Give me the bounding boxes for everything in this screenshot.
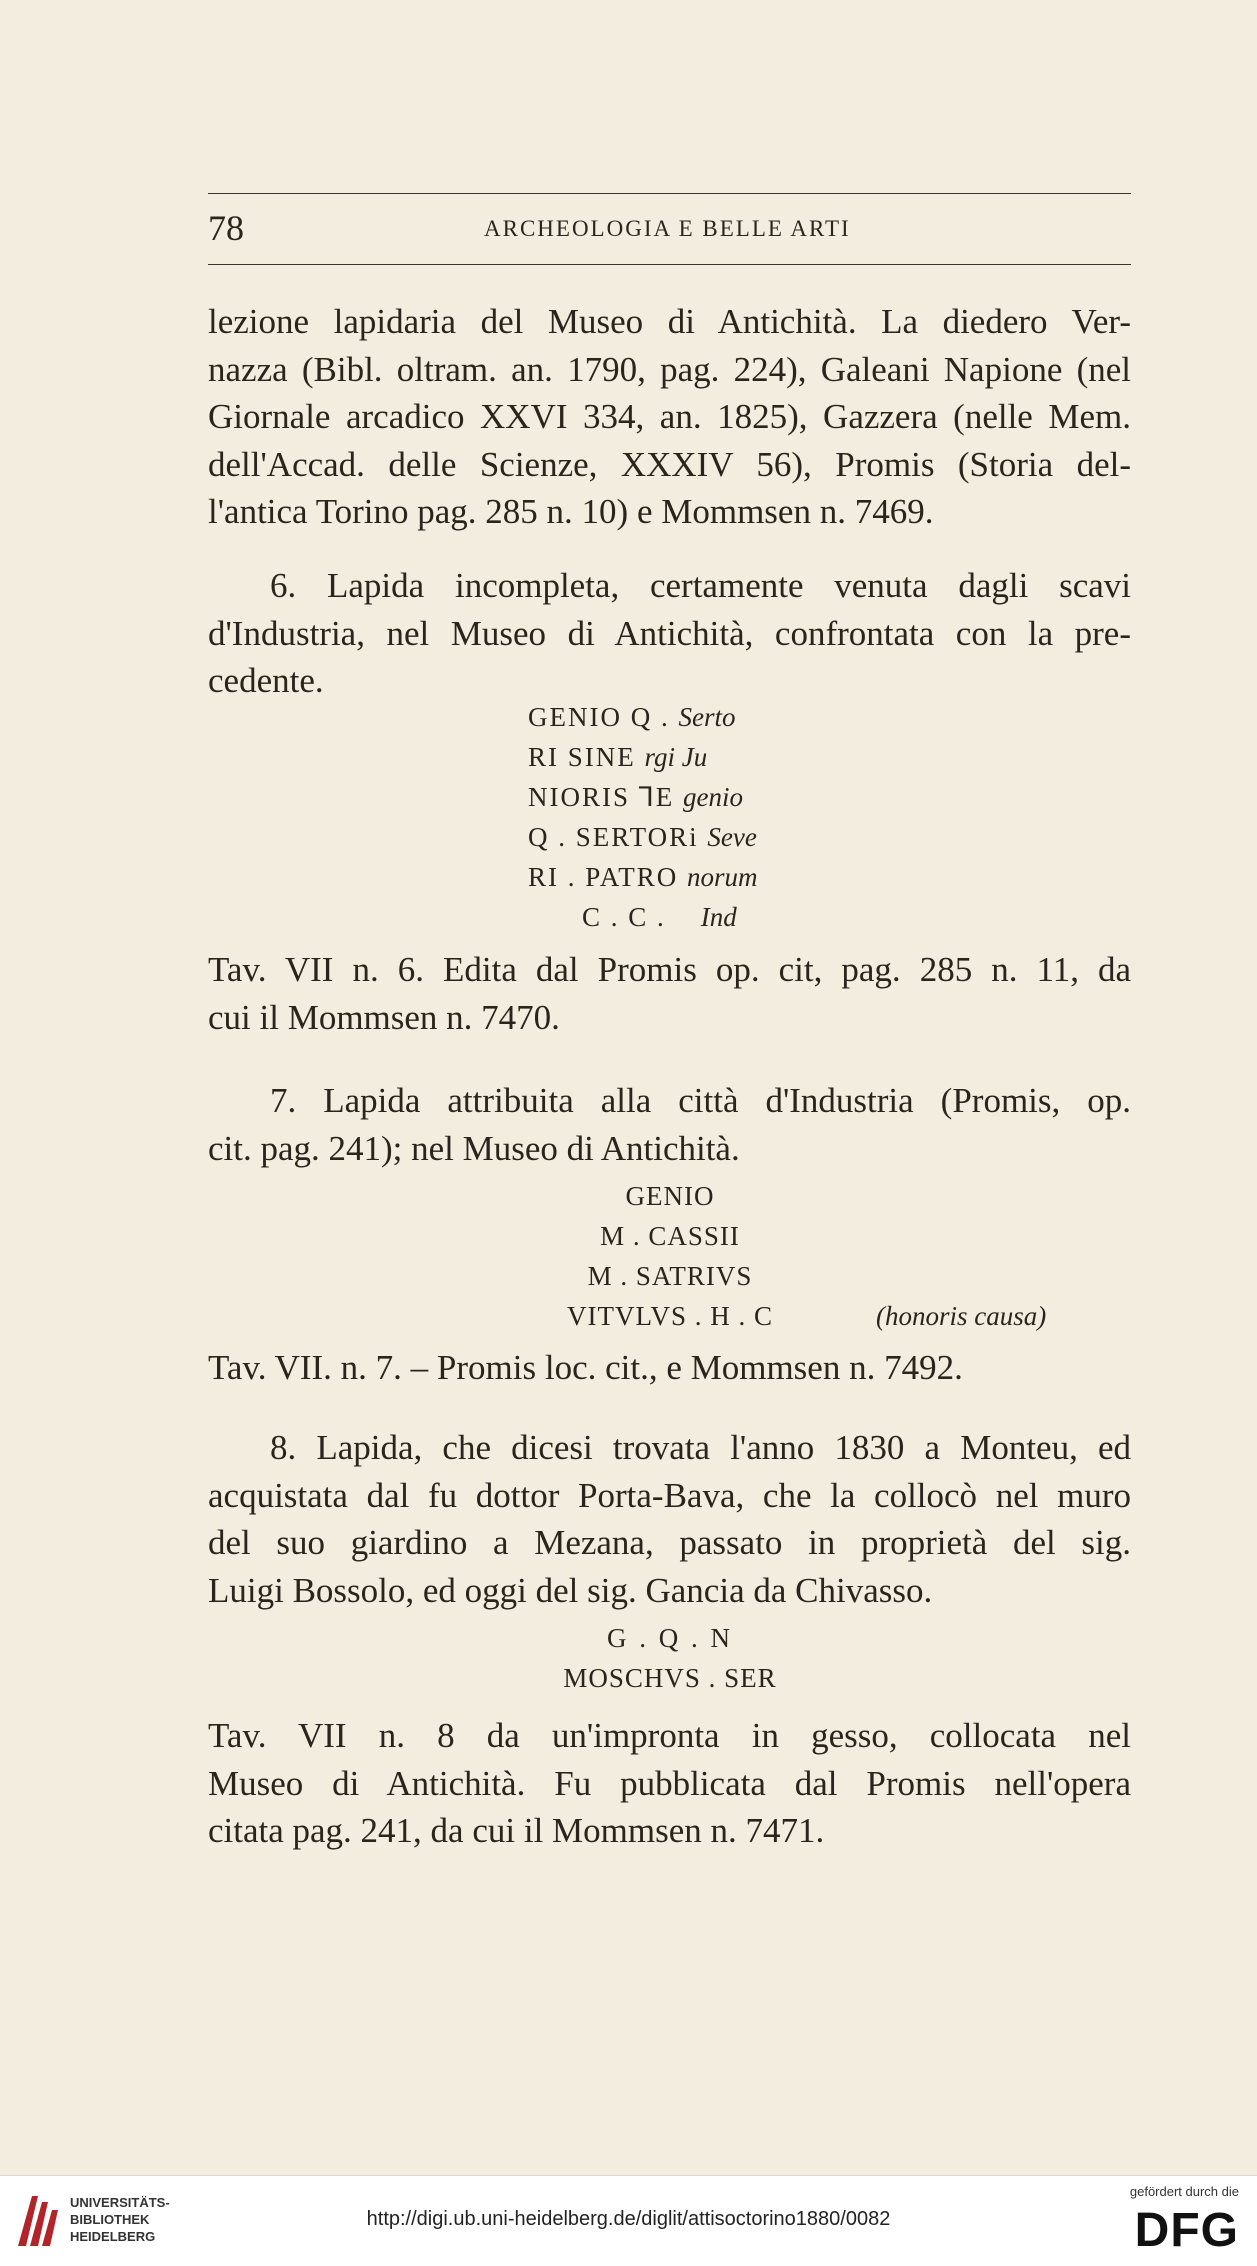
inscription-6 <box>528 697 758 937</box>
funded-by-label: gefördert durch die <box>1129 2184 1239 2199</box>
inscription-line: VITVLVS . H . C <box>566 1301 774 1331</box>
inscription-line: M . SATRIVS <box>587 1261 753 1291</box>
text-line: Tav. VII n. 6. Edita dal Promis op. cit, pag. 285 n. 11, da <box>208 950 1131 989</box>
text-line: nazza (Bibl. oltram. an. 1790, pag. 224), Galeani Napione (nel <box>208 349 1131 389</box>
item-7-description <box>208 1077 1131 1172</box>
text-line: cit. pag. 241); nel Museo di Antichità. <box>208 1128 740 1168</box>
text-line: Tav. VII n. 8 da un'impronta in gesso, collocata nel <box>208 1716 1131 1755</box>
inscription-line: RI SINE rgi Ju <box>528 742 708 772</box>
text-line: Tav. VII. n. 7. – Promis loc. cit., e Mommsen n. 7492. <box>208 1348 963 1387</box>
text-line: 7. Lapida attribuita alla città d'Industria (Promis, op. <box>270 1081 1131 1120</box>
paragraph-continuation <box>208 298 1131 536</box>
text-line: del suo giardino a Mezana, passato in proprietà del sig. <box>208 1523 1131 1562</box>
text-line: Luigi Bossolo, ed oggi del sig. Gancia da Chivasso. <box>208 1570 933 1610</box>
inscription-line: MOSCHVS . SER <box>563 1663 777 1693</box>
inscription-7 <box>500 1176 840 1336</box>
inscription-line: G . Q . N <box>607 1623 733 1653</box>
text-line: Giornale arcadico XXVI 334, an. 1825), Gazzera (nelle Mem. <box>208 397 1131 436</box>
inscription-line: GENIO <box>625 1181 715 1211</box>
text-line: cui il Mommsen n. 7470. <box>208 997 560 1037</box>
inscription-line: Q . SERTORi Seve <box>528 822 757 852</box>
text-line: d'Industria, nel Museo di Antichità, confrontata con la pre- <box>208 613 1131 653</box>
header-rule-top <box>208 193 1131 194</box>
inscription-line: M . CASSII <box>600 1221 740 1251</box>
text-line: citata pag. 241, da cui il Mommsen n. 7471. <box>208 1811 825 1850</box>
text-line: 6. Lapida incompleta, certamente venuta dagli scavi <box>270 566 1131 605</box>
viewer-footer <box>0 2175 1257 2266</box>
running-title: ARCHEOLOGIA E BELLE ARTI <box>484 216 851 241</box>
text-line: cedente. <box>208 661 324 700</box>
text-line: Museo di Antichità. Fu pubblicata dal Promis nell'opera <box>208 1763 1131 1803</box>
item-8-reference <box>208 1712 1131 1855</box>
inscription-line: GENIO Q . Serto <box>528 702 736 732</box>
item-6-reference <box>208 946 1131 1041</box>
text-line: 8. Lapida, che dicesi trovata l'anno 1830 a Monteu, ed <box>270 1428 1131 1467</box>
header-rule-bottom <box>208 264 1131 265</box>
item-8-description <box>208 1424 1131 1614</box>
dfg-logo: DFG <box>1134 2204 1239 2257</box>
inscription-line: C . C . Ind <box>582 902 737 932</box>
inscription-7-note: (honoris causa) <box>876 1301 1047 1331</box>
text-line: dell'Accad. delle Scienze, XXXIV 56), Promis (Storia del- <box>208 444 1131 484</box>
page-url[interactable]: http://digi.ub.uni-heidelberg.de/diglit/attisoctorino1880/0082 <box>366 2208 891 2230</box>
page-number: 78 <box>208 208 244 248</box>
inscription-8 <box>470 1618 870 1698</box>
university-library-name: UNIVERSITÄTS- BIBLIOTHEK HEIDELBERG <box>70 2195 170 2244</box>
item-7-reference <box>208 1344 1131 1392</box>
inscription-line: NIORIS ⅂E genio <box>528 782 744 812</box>
text-line: acquistata dal fu dottor Porta-Bava, che la collocò nel muro <box>208 1475 1131 1515</box>
inscription-line: RI . PATRO norum <box>528 862 758 892</box>
text-line: l'antica Torino pag. 285 n. 10) e Mommsen n. 7469. <box>208 492 934 531</box>
item-6-description <box>208 562 1131 705</box>
text-line: lezione lapidaria del Museo di Antichità. La diedero Ver- <box>208 302 1131 341</box>
